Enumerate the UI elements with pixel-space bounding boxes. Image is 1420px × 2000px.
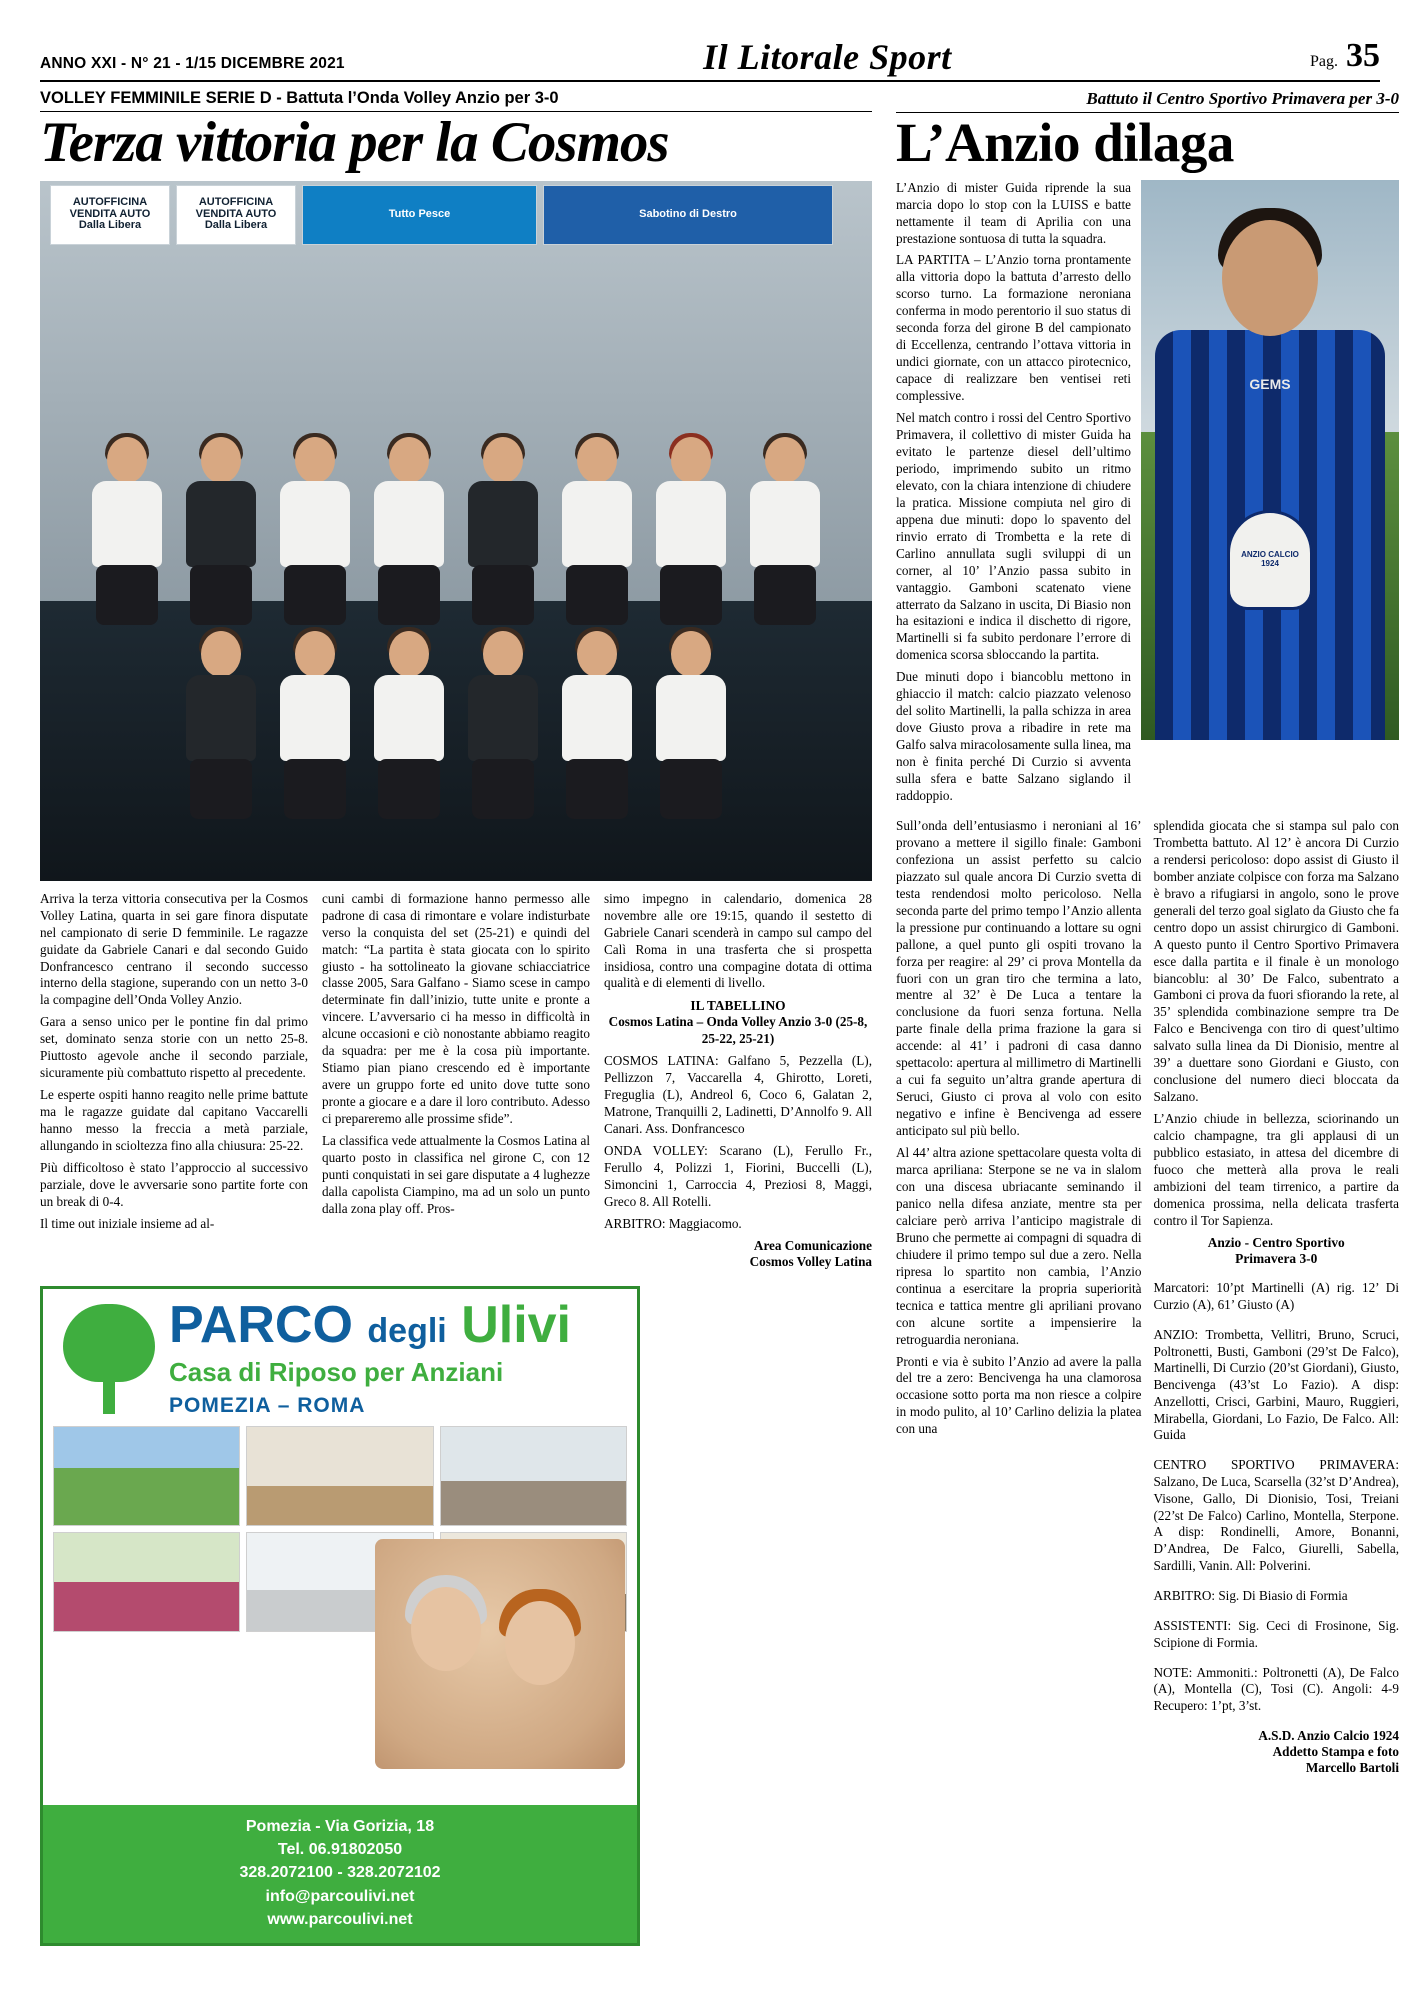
ad-contact-block[interactable] (43, 1805, 637, 1943)
olive-tree-icon (55, 1300, 163, 1418)
calcio-tabellino-title-2: Primavera 3-0 (1235, 1250, 1318, 1266)
paragraph: Al 44’ altra azione spettacolare questa volta di marca apriliana: Sterpone se ne va in slalom con una discesa ubriacante seminando il panico nella difesa anziate, mentre sta per calciare però arriva l’anticipo magistrale di Bruno che permette ai compagni di squadra di chiudere il primo tempo sul due a zero. Nella ripresa lo spartito non cambia, l’Anzio continua a esercitare la propria superiorità tecnica e tattica mentre gli apriliani provano con alcune sortite a impensierire la retroguardia neroniana. (896, 1145, 1142, 1347)
paragraph: simo impegno in calendario, domenica 28 novembre alle ore 19:15, quando il sestetto di Gabriele Canari scenderà in campo sul campo del Calì Roma in una trasferta che si prospetta insidiosa, contro una compagine dotata di ottima qualità e di elementi di livello. (604, 890, 872, 991)
ad-mobile[interactable]: 328.2072100 - 328.2072102 (239, 1864, 441, 1882)
ad-header (43, 1289, 637, 1418)
photo-player (646, 631, 736, 821)
calcio-signature-2: Addetto Stampa e foto (1272, 1743, 1399, 1759)
volley-headline: Terza vittoria per la Cosmos (40, 111, 669, 174)
paragraph: Due minuti dopo i biancoblu mettono in ghiaccio il match: calcio piazzato velenoso del solito Martinelli, la palla schizza in area dove Giusto prova a ribadire in rete ma Galfo salva miracolosamente sulla linea, ma non è finita perché Di Curzio si avventa sulla sfera e batte Salzano siglando il raddoppio. (896, 669, 1131, 803)
calcio-anzio-lineup: ANZIO: Trombetta, Vellitri, Bruno, Scruci, Poltronetti, Busti, Gamboni (29’st De Falco), Martinelli, Di Curzio (20’st Giordani), Giusto, Bencivenga (43’st Lo Fazio). A disp: Anzellotti, Crisci, Garbini, Mauro, Ruggieri, Mirabella, Giordani, Lo Fazio, De Falco. All: Guida (1153, 1326, 1399, 1443)
calcio-intro-column (896, 180, 1131, 810)
paragraph: Arriva la terza vittoria consecutiva per la Cosmos Volley Latina, quarta in sei gare finora disputate nel campionato di serie D femminile. Le ragazze guidate da Gabriele Canari e dal secondo Guido Donfrancesco centrano il secondo successo interno della stagione, superando con un netto 3-0 la compagine dell’Onda Volley Anzio. (40, 890, 308, 1008)
page-indicator (1310, 37, 1380, 76)
paragraph: Il time out iniziale insieme ad al- (40, 1215, 215, 1231)
photo-player (646, 437, 736, 627)
ad-photo-room (246, 1426, 433, 1526)
ad-subtitle: Casa di Riposo per Anziani (169, 1357, 504, 1387)
page-number: 35 (1346, 37, 1380, 74)
ad-photo-hall (440, 1426, 627, 1526)
volley-signature-2: Cosmos Volley Latina (749, 1253, 872, 1269)
volley-team-photo (40, 181, 872, 881)
photo-team-group (80, 291, 832, 821)
page-label: Pag. (1310, 53, 1338, 70)
calcio-notes: NOTE: Ammoniti.: Poltronetti (A), De Falco (A), Montella (C), Tosi (C). Angoli: 4-9 Recupero: 1’pt, 3’st. (1153, 1664, 1399, 1714)
photo-player (176, 437, 266, 627)
photo-player (458, 631, 548, 821)
paragraph: LA PARTITA – L’Anzio torna prontamente alla vittoria dopo la battuta d’arresto dello scorso turno. La formazione neroniana conferma in modo perentorio il suo status di seconda forza del girone B del campionato di Eccellenza, centrando l’ottava vittoria in undici giornate, con un attacco pirotecnico, capace di realizzare ben ventisei reti complessive. (896, 252, 1131, 404)
volley-column-1 (40, 891, 308, 1270)
calcio-kicker: Battuto il Centro Sportivo Primavera per 3-0 (896, 89, 1399, 113)
photo-player (552, 631, 642, 821)
ad-address: Pomezia - Via Gorizia, 18 (245, 1818, 435, 1836)
tabellino-match: Cosmos Latina – Onda Volley Anzio 3-0 (25-8, 25-22, 25-21) (608, 1014, 868, 1047)
calcio-referee: ARBITRO: Sig. Di Biasio di Formia (1153, 1587, 1348, 1603)
photo-banner-3: Tutto Pesce (302, 185, 537, 245)
photo-player (740, 437, 830, 627)
photo-player (270, 631, 360, 821)
calcio-assistants: ASSISTENTI: Sig. Ceci di Frosinone, Sig. Scipione di Formia. (1153, 1617, 1399, 1650)
jersey-brand-label: GEMS (1249, 375, 1291, 392)
ad-title-word-1: PARCO (169, 1296, 353, 1354)
paragraph: L’Anzio di mister Guida riprende la sua marcia dopo lo stop con la LUISS e batte nettamente il team di Aprilia con una prestazione sontuosa di tutta la squadra. (896, 179, 1131, 246)
masthead (40, 34, 1380, 82)
paragraph: Le esperte ospiti hanno reagito nelle prime battute ma le ragazze guidate dal capitano Vaccarelli hanno messo la freccia a metà parziale, allungando in scioltezza fino alla chiusura: 25-22. (40, 1087, 308, 1154)
photo-player (82, 437, 172, 627)
paragraph: La classifica vede attualmente la Cosmos Latina al quarto posto in classifica nel girone C, con 12 punti conquistati in sei gare disputate a 4 lughezze dalla capolista Ciampino, ma ad un solo un punto dalla zona play off. Pros- (322, 1133, 590, 1216)
calcio-signature-3: Marcello Bartoli (1305, 1759, 1399, 1775)
calcio-primavera-lineup: CENTRO SPORTIVO PRIMAVERA: Salzano, De Luca, Scarsella (32’st D’Andrea), Visone, Gallo, Di Dionisio, Tosi, Treiani (22’st De Falco) Carlino, Montella, Sterpone. A disp: Rondinelli, Amore, Bonanni, D’Andrea, De Falco, Giurelli, Sabella, Sardilli, Vanin. All: Polverini. (1153, 1457, 1399, 1573)
paragraph: Sull’onda dell’entusiasmo i neroniani al 16’ provano a mettere il sigillo finale: Gamboni confeziona un assist perfetto su calcio piazzato sul quale ancora Di Curzio svetta di testa rendendosi molto pericoloso. Nella seconda parte del primo tempo l’Anzio allenta la pressione pur continuando a lottare su ogni pallone, a quel punto gli ospiti trovano la forza per reagire: al 29’ ci prova Montella da fuori con un gran tiro che termina a lato, mentre al 32’ è De Luca a tentare la conclusione da fuori senza fortuna. Nella parte finale della prima frazione la gara si accende: al 41’ i padroni di casa danno spettacolo: apertura al millimetro di Martinelli a cui fa seguito un’altra grande apertura di Seruci, Giusto ci prova al volo con esito negativo e infine è Bencivenga ad essere anticipato sul più bello. (896, 817, 1142, 1139)
paragraph: L’Anzio chiude in bellezza, sciorinando un calcio champagne, tra gli applausi di un pubblico estasiato, in attesa del dicembre di fuoco che metterà alla prova le reali ambizioni del team tirrenico, a partire da domenica prossima, nella delicata trasferta contro il Tor Sapienza. (1153, 1111, 1399, 1228)
ad-city: POMEZIA – ROMA (169, 1394, 366, 1417)
ad-title-word-2: Ulivi (461, 1296, 572, 1354)
calcio-column-2 (1154, 818, 1400, 1776)
calcio-player-photo (1141, 180, 1399, 740)
paragraph: cuni cambi di formazione hanno permesso alle padrone di casa di rimontare e volare indisturbate verso la conquista del set (25-21) e quindi del match: “La partita è stata giocata con lo spirito giusto - ha sottolineato la giovane schiacciatrice classe 2005, Sara Galfano - Siamo scese in campo determinate fin dall’inizio, tutte unite e pronte a vincere. L’avversario ci ha messo in difficoltà in alcune occasioni e ciò nonostante abbiamo reagito da squadra: per me è la cosa più importante. Stiamo pian piano crescendo ed è importante avere un gruppo forte ed unito dove tutte sono pronte a giocare e a dare il loro contributo. Adesso ci prepareremo alle prossime sfide”. (322, 890, 590, 1127)
publication-title: Il Litorale Sport (703, 37, 952, 77)
tabellino-away-lineup: ONDA VOLLEY: Scarano (L), Ferullo Fr., Ferullo 4, Polizzi 1, Fiorini, Buccelli (L), Simoncini 1, Carroccia 4, Preziosi 8, Maggi, Greco 8. All Rotelli. (604, 1143, 872, 1209)
ad-email[interactable]: info@parcoulivi.net (265, 1887, 415, 1905)
tabellino-referee: ARBITRO: Maggiacomo. (604, 1215, 742, 1231)
ad-photo-flowers (53, 1532, 240, 1632)
calcio-headline: L’Anzio dilaga (896, 112, 1234, 173)
article-calcio (896, 89, 1399, 1776)
tabellino-home-lineup: COSMOS LATINA: Galfano 5, Pezzella (L), Pellizzon 7, Vaccarella 4, Ghirotto, Loreti, Freguglia (L), Andreol 6, Coco 6, Galatan 2, Matrone, Tranquilli 2, Ladinetti, D’Annolfo 9. All Canari. Ass. Donfrancesco (604, 1053, 872, 1137)
ad-photo-elderly-couple (375, 1539, 625, 1769)
tabellino-title: IL TABELLINO (690, 998, 786, 1014)
calcio-body-columns (896, 818, 1399, 1776)
volley-column-2 (322, 891, 590, 1270)
paragraph: Gara a senso unico per le pontine fin dal primo set, dominato senza storie con un netto 25-8. Piuttosto agevole anche il secondo parziale, sicuramente più combattuto rispetto al precedente. (40, 1014, 308, 1081)
calcio-top (896, 180, 1399, 810)
photo-player (552, 437, 642, 627)
issue-info: ANNO XXI - N° 21 - 1/15 DICEMBRE 2021 (40, 55, 345, 72)
paragraph: Più difficoltoso è stato l’approccio al successivo parziale, dove le avversarie sono partite forte con un break di 0-4. (40, 1160, 308, 1209)
volley-kicker: VOLLEY FEMMINILE SERIE D - Battuta l’Onda Volley Anzio per 3-0 (40, 89, 872, 112)
ad-phone[interactable]: Tel. 06.91802050 (277, 1841, 403, 1859)
ad-photo-garden (53, 1426, 240, 1526)
paragraph: Pronti e via è subito l’Anzio ad avere la palla del tre a zero: Bencivenga ha una clamorosa occasione sotto porta ma non riesce a colpire in modo pulito, al 10’ Carlino delizia la platea con una (896, 1353, 1142, 1437)
volley-body-columns (40, 891, 872, 1270)
calcio-signature-1: A.S.D. Anzio Calcio 1924 (1258, 1727, 1399, 1743)
ad-title (169, 1296, 572, 1354)
calcio-column-1 (896, 818, 1142, 1776)
photo-banner-4: Sabotino di Destro (543, 185, 833, 245)
photo-player (176, 631, 266, 821)
photo-player (364, 631, 454, 821)
photo-banner-1: AUTOFFICINA VENDITA AUTO Dalla Libera (50, 185, 170, 245)
ad-title-block (163, 1296, 572, 1418)
volley-column-3 (604, 891, 872, 1270)
photo-player (270, 437, 360, 627)
ad-website[interactable]: www.parcoulivi.net (267, 1910, 413, 1928)
club-crest: ANZIO CALCIO 1924 (1227, 510, 1313, 610)
advertisement-parco-degli-ulivi[interactable] (40, 1286, 640, 1946)
photo-player (458, 437, 548, 627)
volley-signature-1: Area Comunicazione (753, 1237, 872, 1253)
calcio-tabellino-title-1: Anzio - Centro Sportivo (1207, 1234, 1345, 1250)
paragraph: Nel match contro i rossi del Centro Sportivo Primavera, il collettivo di mister Guida ha evitato le partenze diesel dell’ultimo periodo, imprimendo subito un ritmo elevato, con la chiara intenzione di chiudere la pratica. Missione compiuta nel giro di appena due minuti: dopo lo spavento del rinvio errato di Trombetta e la rete di Carlino annullata sugli sviluppi di un corner, al 10’ l’Anzio passa subito in vantaggio. Gamboni scatenato viene atterrato da Salzano in uscita, Di Biasio non ha esitazioni e indica il dischetto di rigore, Martinelli si fa subito perdonare l’errore di domenica scorsa sbloccando la partita. (896, 410, 1131, 663)
photo-banner-2: AUTOFFICINA VENDITA AUTO Dalla Libera (176, 185, 296, 245)
calcio-scorers: Marcatori: 10’pt Martinelli (A) rig. 12’ Di Curzio (A), 61’ Giusto (A) (1153, 1280, 1399, 1312)
ad-title-word-degli: degli (367, 1312, 447, 1350)
paragraph: splendida giocata che si stampa sul palo con Trombetta battuto. Al 12’ è ancora Di Curzio a rendersi pericoloso: dopo assist di Giusto il bomber anziate colpisce con forza ma Salzano è bravo a rifugiarsi in angolo, sono le prove generali del terzo goal siglato da Giusto che fa centro dopo un assist chirurgico di Gamboni. A questo punto il Centro Sportivo Primavera esce dalla partita e il finale è un monologo biancoblu: al 30’ De Falco, subentrato a Gamboni ci prova da fuori sfiorando la rete, al 35’ splendida combinazione sempre tra De Falco e Bencivenga con tiro di quest’ultimo salvato sulla linea da Di Dionisio, mentre al 39’ a duettare sono Giordani e Giusto, con conclusione del numero dieci bloccata da Salzano. (1153, 817, 1399, 1105)
photo-player (364, 437, 454, 627)
photo-player-head (1222, 220, 1318, 336)
